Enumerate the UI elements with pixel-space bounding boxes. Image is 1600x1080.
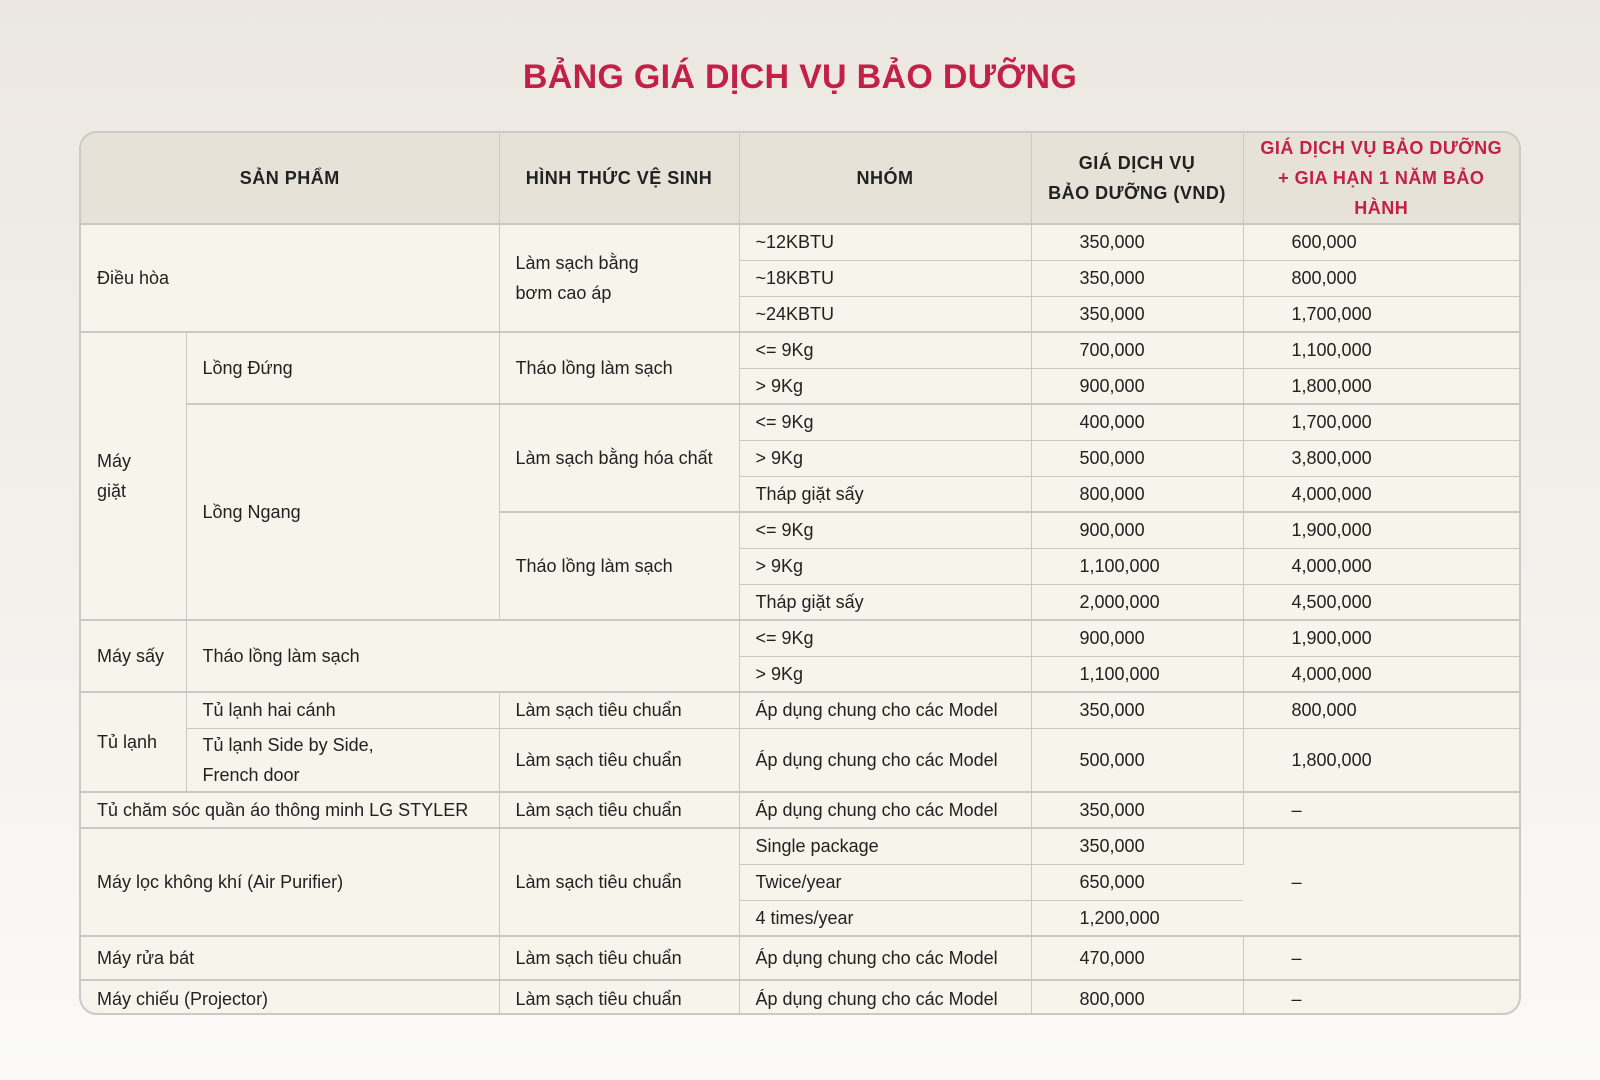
header-price [1031, 133, 1243, 224]
ext-price-cell: 4,000,000 [1243, 548, 1519, 584]
price-cell: 500,000 [1031, 728, 1243, 792]
method-front-load-chemical: Làm sạch bằng hóa chất [499, 404, 739, 512]
ext-price-cell: – [1243, 936, 1519, 980]
price-cell: 900,000 [1031, 368, 1243, 404]
price-cell: 800,000 [1031, 476, 1243, 512]
header-method: HÌNH THỨC VỆ SINH [499, 133, 739, 224]
price-cell: 350,000 [1031, 692, 1243, 728]
product-styler: Tủ chăm sóc quần áo thông minh LG STYLER [81, 792, 499, 828]
group-cell: > 9Kg [739, 440, 1031, 476]
price-cell: 1,100,000 [1031, 656, 1243, 692]
ext-price-cell: 4,000,000 [1243, 476, 1519, 512]
price-cell: 1,200,000 [1031, 900, 1243, 936]
subproduct-side-by-side [186, 728, 499, 792]
table-row [81, 692, 1519, 728]
product-aircon: Điều hòa [81, 224, 499, 332]
ext-price-cell: 1,700,000 [1243, 404, 1519, 440]
table-row [81, 792, 1519, 828]
ext-price-cell: – [1243, 792, 1519, 828]
method-cell: Làm sạch tiêu chuẩn [499, 980, 739, 1015]
ext-price-cell: – [1291, 988, 1302, 1009]
subproduct-front-load: Lồng Ngang [186, 404, 499, 620]
ext-price-cell: 1,100,000 [1243, 332, 1519, 368]
product-washer-line1: Máy [97, 451, 132, 471]
table-row [81, 404, 1519, 440]
method-front-load-remove: Tháo lồng làm sạch [499, 512, 739, 620]
group-cell: Áp dụng chung cho các Model [739, 728, 1031, 792]
table-header-row [81, 133, 1519, 224]
price-cell: 900,000 [1031, 620, 1243, 656]
ext-price-cell: – [1243, 828, 1519, 936]
group-cell: <= 9Kg [739, 332, 1031, 368]
table-row [81, 620, 1519, 656]
price-cell: 900,000 [1031, 512, 1243, 548]
group-cell: ~12KBTU [739, 224, 1031, 260]
method-top-load: Tháo lồng làm sạch [499, 332, 739, 404]
method-aircon [499, 224, 739, 332]
price-cell: 350,000 [1031, 296, 1243, 332]
table-row [81, 936, 1519, 980]
method-cell: Làm sạch tiêu chuẩn [499, 692, 739, 728]
group-cell: 4 times/year [739, 900, 1031, 936]
ext-price-cell: 1,800,000 [1243, 728, 1519, 792]
price-cell: 2,000,000 [1031, 584, 1243, 620]
ext-price-cell: 4,000,000 [1243, 656, 1519, 692]
price-cell: 500,000 [1031, 440, 1243, 476]
price-cell: 350,000 [1031, 792, 1243, 828]
group-cell: ~18KBTU [739, 260, 1031, 296]
method-purifier: Làm sạch tiêu chuẩn [499, 828, 739, 936]
table-row [81, 224, 1519, 260]
price-cell: 350,000 [1031, 260, 1243, 296]
subproduct-top-load: Lồng Đứng [186, 332, 499, 404]
group-cell: <= 9Kg [739, 404, 1031, 440]
header-group: NHÓM [739, 133, 1031, 224]
group-cell: Áp dụng chung cho các Model [739, 692, 1031, 728]
price-cell: 350,000 [1031, 828, 1243, 864]
method-aircon-line1: Làm sạch bằng [515, 253, 639, 273]
method-dryer: Tháo lồng làm sạch [186, 620, 739, 692]
group-cell: Single package [739, 828, 1031, 864]
header-price-line1: GIÁ DỊCH VỤ [1078, 153, 1196, 173]
price-cell: 800,000 [1031, 980, 1243, 1015]
table-row [81, 332, 1519, 368]
ext-price-cell: 4,500,000 [1243, 584, 1519, 620]
table-row [81, 728, 1519, 792]
ext-price-cell: 1,900,000 [1243, 620, 1519, 656]
subproduct-sbs-line2: French door [202, 764, 300, 785]
group-cell: > 9Kg [739, 656, 1031, 692]
header-ext-line2: + GIA HẠN 1 NĂM BẢO HÀNH [1278, 168, 1485, 218]
group-cell: Áp dụng chung cho các Model [739, 936, 1031, 980]
group-cell: <= 9Kg [739, 620, 1031, 656]
ext-price-cell: 1,900,000 [1243, 512, 1519, 548]
method-cell: Làm sạch tiêu chuẩn [499, 936, 739, 980]
group-cell: > 9Kg [739, 548, 1031, 584]
group-cell: Tháp giặt sấy [739, 584, 1031, 620]
ext-price-cell: 1,800,000 [1243, 368, 1519, 404]
table-row [81, 980, 1519, 1015]
subproduct-two-door: Tủ lạnh hai cánh [186, 692, 499, 728]
ext-price-cell: 600,000 [1243, 224, 1519, 260]
product-projector: Máy chiếu (Projector) [81, 980, 499, 1015]
product-purifier: Máy lọc không khí (Air Purifier) [81, 828, 499, 936]
group-cell: > 9Kg [739, 368, 1031, 404]
price-cell: 400,000 [1031, 404, 1243, 440]
product-dishwasher: Máy rửa bát [81, 936, 499, 980]
subproduct-sbs-line1: Tủ lạnh Side by Side, [202, 734, 374, 755]
group-cell: Twice/year [739, 864, 1031, 900]
product-washer [81, 332, 186, 620]
product-fridge: Tủ lạnh [81, 692, 186, 792]
group-cell: <= 9Kg [739, 512, 1031, 548]
price-cell: 1,100,000 [1031, 548, 1243, 584]
ext-price-cell: 800,000 [1243, 692, 1519, 728]
group-cell: Áp dụng chung cho các Model [739, 980, 1031, 1015]
header-product: SẢN PHẨM [81, 133, 499, 224]
header-extended-price [1243, 133, 1519, 224]
group-cell: ~24KBTU [739, 296, 1031, 332]
ext-price-cell: 800,000 [1243, 260, 1519, 296]
price-cell: 350,000 [1031, 224, 1243, 260]
method-aircon-line2: bơm cao áp [515, 283, 612, 303]
price-table-container [79, 131, 1521, 1015]
product-dryer: Máy sấy [81, 620, 186, 692]
page-title: BẢNG GIÁ DỊCH VỤ BẢO DƯỠNG [522, 58, 1078, 96]
product-washer-line2: giặt [97, 481, 127, 501]
method-cell: Làm sạch tiêu chuẩn [499, 728, 739, 792]
price-cell: 650,000 [1031, 864, 1243, 900]
price-cell: 470,000 [1031, 936, 1243, 980]
price-table [81, 133, 1519, 1015]
price-cell: 700,000 [1031, 332, 1243, 368]
group-cell: Áp dụng chung cho các Model [739, 792, 1031, 828]
header-price-line2: BẢO DƯỠNG (VND) [1048, 183, 1226, 203]
ext-price-cell: 1,700,000 [1243, 296, 1519, 332]
method-cell: Làm sạch tiêu chuẩn [499, 792, 739, 828]
table-row [81, 828, 1519, 864]
group-cell: Tháp giặt sấy [739, 476, 1031, 512]
ext-price-cell: 3,800,000 [1243, 440, 1519, 476]
header-ext-line1: GIÁ DỊCH VỤ BẢO DƯỠNG [1260, 138, 1503, 158]
